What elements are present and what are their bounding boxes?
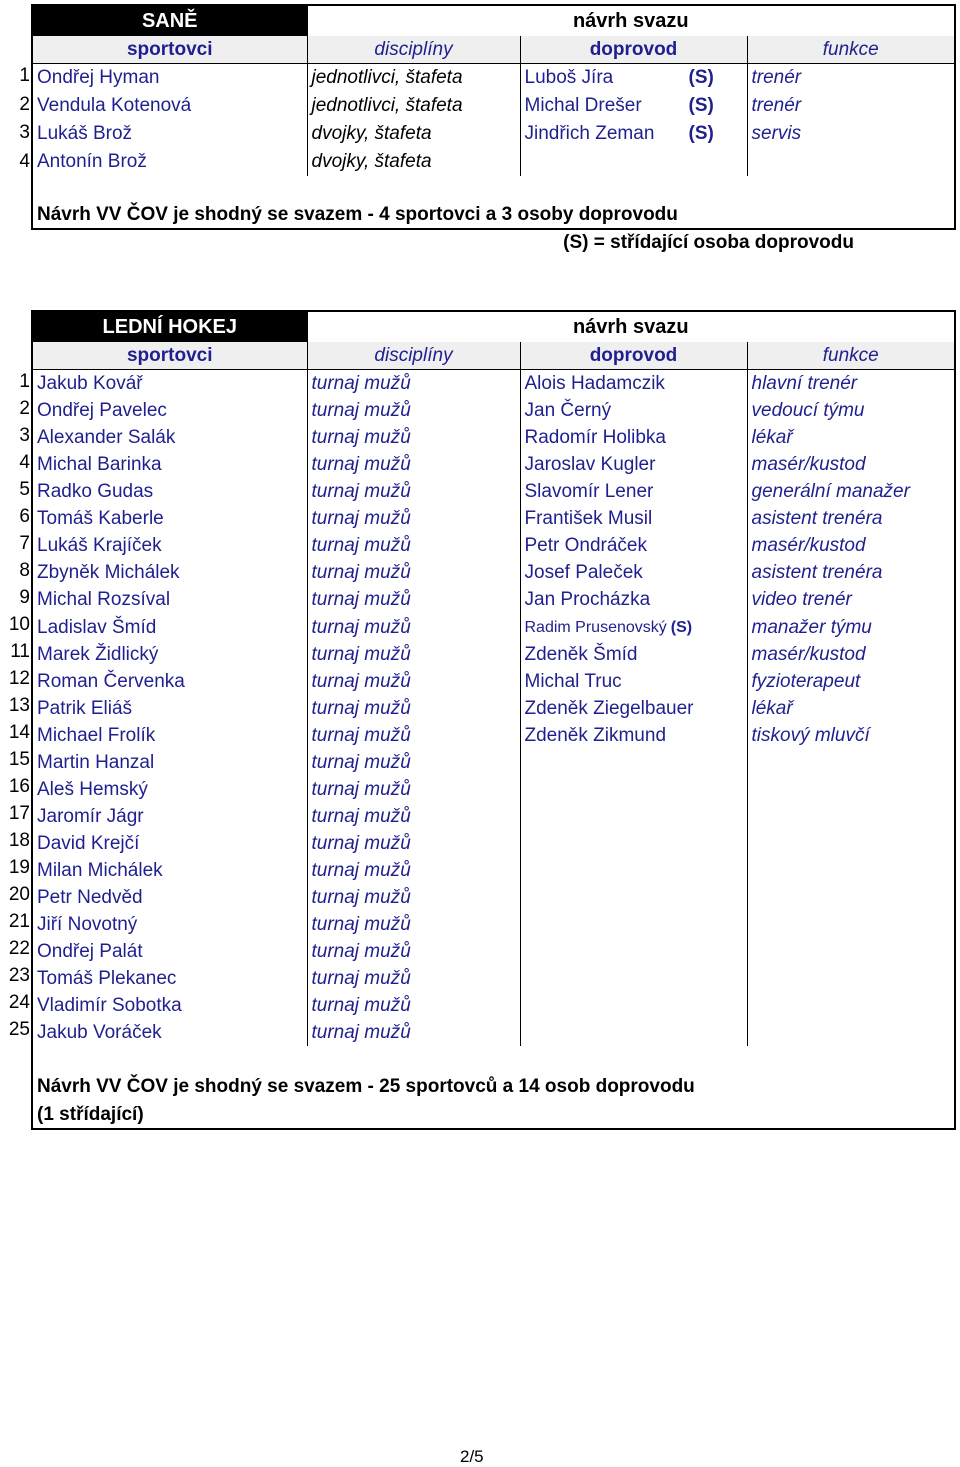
staff-name	[520, 92, 747, 120]
staff-name-text: František Musil	[524, 508, 653, 529]
staff-role-text: generální manažer	[751, 481, 910, 502]
staff-role	[747, 830, 954, 857]
substitute-marker: (S)	[688, 95, 714, 116]
row-number: 6	[19, 506, 30, 527]
discipline-text: turnaj mužů	[311, 373, 411, 394]
table-row	[33, 776, 954, 803]
athlete-name-text: Petr Nedvěd	[37, 887, 143, 908]
discipline	[307, 586, 520, 613]
staff-name-text: Michal Truc	[524, 671, 622, 692]
athlete-name-text: Martin Hanzal	[37, 752, 155, 773]
staff-role	[747, 532, 954, 559]
athlete-name	[33, 695, 307, 722]
staff-role-text: manažer týmu	[751, 616, 872, 638]
discipline-text: turnaj mužů	[311, 860, 411, 881]
row-number: 18	[8, 830, 30, 851]
staff-role	[747, 749, 954, 776]
staff-name	[520, 938, 747, 965]
staff-role	[747, 424, 954, 451]
table-row	[33, 911, 954, 938]
row-number: 4	[19, 452, 30, 473]
table-row	[33, 586, 954, 613]
staff-name	[520, 722, 747, 749]
hokej-header-doprovod: doprovod	[520, 342, 747, 370]
table-row	[33, 559, 954, 586]
athlete-name	[33, 749, 307, 776]
table-row	[33, 532, 954, 559]
athlete-name-text: Roman Červenka	[37, 671, 185, 692]
staff-name-text: Luboš Jíra	[524, 67, 614, 88]
discipline-text: dvojky, štafeta	[311, 123, 432, 144]
staff-role	[747, 722, 954, 749]
athlete-name	[33, 64, 307, 93]
discipline-text: turnaj mužů	[311, 887, 411, 908]
staff-role-text: asistent trenéra	[751, 562, 883, 583]
table-row	[33, 64, 954, 93]
staff-role-text: masér/kustod	[751, 535, 866, 556]
staff-name-text: Radomír Holibka	[524, 427, 666, 448]
athlete-name-text: Ondřej Hyman	[37, 67, 160, 88]
athlete-name-text: Jakub Kovář	[37, 373, 143, 394]
staff-role-text: tiskový mluvčí	[751, 725, 870, 746]
staff-role-text: vedoucí týmu	[751, 400, 865, 421]
discipline	[307, 641, 520, 668]
discipline	[307, 695, 520, 722]
table-row	[33, 1019, 954, 1046]
row-number: 10	[8, 614, 30, 635]
athlete-name-text: Vladimír Sobotka	[37, 995, 182, 1016]
athlete-name-text: Ondřej Pavelec	[37, 400, 167, 421]
athlete-name-text: Milan Michálek	[37, 860, 163, 881]
athlete-name	[33, 505, 307, 532]
staff-name	[520, 397, 747, 424]
athlete-name-text: Radko Gudas	[37, 481, 154, 502]
discipline-text: jednotlivci, štafeta	[311, 95, 463, 116]
athlete-name	[33, 532, 307, 559]
discipline	[307, 911, 520, 938]
discipline-text: jednotlivci, štafeta	[311, 67, 463, 88]
staff-name	[520, 64, 747, 93]
staff-role	[747, 586, 954, 613]
table-row	[33, 695, 954, 722]
row-number: 21	[8, 911, 30, 932]
athlete-name-text: David Krejčí	[37, 833, 140, 854]
staff-name	[520, 668, 747, 695]
sane-header-funkce: funkce	[747, 36, 954, 64]
table-row	[33, 857, 954, 884]
athlete-name	[33, 559, 307, 586]
staff-name-text: Jan Procházka	[524, 589, 651, 610]
staff-name	[520, 613, 747, 641]
table-row	[33, 668, 954, 695]
staff-role	[747, 857, 954, 884]
staff-name	[520, 749, 747, 776]
row-number: 2	[19, 398, 30, 419]
staff-name-text: Petr Ondráček	[524, 535, 647, 556]
row-number: 4	[19, 150, 30, 172]
staff-name	[520, 478, 747, 505]
athlete-name	[33, 148, 307, 176]
athlete-name	[33, 776, 307, 803]
athlete-name	[33, 668, 307, 695]
staff-name	[520, 884, 747, 911]
staff-role	[747, 992, 954, 1019]
athlete-name-text: Michal Rozsíval	[37, 589, 171, 610]
discipline-text: turnaj mužů	[311, 779, 411, 800]
discipline	[307, 397, 520, 424]
hokej-table	[33, 312, 954, 1046]
row-number: 15	[8, 749, 30, 770]
staff-name	[520, 451, 747, 478]
sane-header-sportovci: sportovci	[33, 36, 307, 64]
staff-role	[747, 695, 954, 722]
table-row	[33, 803, 954, 830]
table-row	[33, 749, 954, 776]
staff-role	[747, 613, 954, 641]
discipline-text: turnaj mužů	[311, 698, 411, 719]
row-number: 23	[8, 965, 30, 986]
staff-role	[747, 965, 954, 992]
athlete-name	[33, 911, 307, 938]
staff-role-text: asistent trenéra	[751, 508, 883, 529]
substitute-marker: (S)	[688, 67, 714, 88]
athlete-name-text: Lukáš Krajíček	[37, 535, 162, 556]
athlete-name-text: Aleš Hemský	[37, 779, 148, 800]
row-number: 3	[19, 122, 30, 143]
row-number: 9	[19, 587, 30, 608]
discipline-text: turnaj mužů	[311, 1022, 411, 1043]
staff-name-text: Alois Hadamczik	[524, 373, 665, 394]
athlete-name	[33, 803, 307, 830]
staff-role	[747, 148, 954, 176]
table-row	[33, 992, 954, 1019]
athlete-name-text: Jiří Novotný	[37, 914, 138, 935]
staff-role	[747, 938, 954, 965]
row-number: 8	[19, 560, 30, 581]
discipline	[307, 884, 520, 911]
staff-role	[747, 397, 954, 424]
staff-role-text: servis	[751, 123, 802, 144]
discipline	[307, 120, 520, 148]
staff-name-text: Zdeněk Ziegelbauer	[524, 698, 694, 719]
staff-role	[747, 803, 954, 830]
table-row	[33, 370, 954, 398]
staff-name	[520, 370, 747, 398]
athlete-name-text: Jakub Voráček	[37, 1022, 162, 1043]
hokej-header-discipliny: disciplíny	[307, 342, 520, 370]
athlete-name	[33, 120, 307, 148]
substitute-marker: (S)	[670, 619, 693, 636]
staff-name	[520, 586, 747, 613]
row-number: 7	[19, 533, 30, 554]
athlete-name	[33, 965, 307, 992]
athlete-name-text: Jaromír Jágr	[37, 806, 144, 827]
discipline	[307, 478, 520, 505]
discipline	[307, 803, 520, 830]
discipline	[307, 938, 520, 965]
staff-role	[747, 1019, 954, 1046]
staff-name-text: Jan Černý	[524, 400, 612, 421]
discipline-text: turnaj mužů	[311, 508, 411, 529]
sane-header-discipliny: disciplíny	[307, 36, 520, 64]
athlete-name-text: Vendula Kotenová	[37, 95, 192, 116]
row-number: 5	[19, 479, 30, 500]
discipline	[307, 148, 520, 176]
hokej-note-1: Návrh VV ČOV je shodný se svazem - 25 sportovců a 14 osob doprovodu	[37, 1076, 695, 1097]
discipline-text: turnaj mužů	[311, 752, 411, 773]
sane-note-1: Návrh VV ČOV je shodný se svazem - 4 sportovci a 3 osoby doprovodu	[37, 204, 678, 225]
row-number: 14	[8, 722, 30, 743]
table-row	[33, 397, 954, 424]
hokej-title: LEDNÍ HOKEJ	[33, 312, 307, 342]
staff-name	[520, 532, 747, 559]
discipline	[307, 505, 520, 532]
athlete-name	[33, 613, 307, 641]
athlete-name	[33, 397, 307, 424]
table-row	[33, 613, 954, 641]
discipline-text: turnaj mužů	[311, 968, 411, 989]
athlete-name-text: Zbyněk Michálek	[37, 562, 180, 583]
staff-role	[747, 92, 954, 120]
discipline-text: turnaj mužů	[311, 914, 411, 935]
discipline	[307, 668, 520, 695]
athlete-name	[33, 451, 307, 478]
row-number: 16	[8, 776, 30, 797]
row-number: 3	[19, 425, 30, 446]
athlete-name	[33, 92, 307, 120]
discipline-text: turnaj mužů	[311, 725, 411, 746]
discipline-text: turnaj mužů	[311, 616, 411, 638]
discipline	[307, 965, 520, 992]
staff-name	[520, 424, 747, 451]
athlete-name	[33, 830, 307, 857]
sane-note-2: (S) = střídající osoba doprovodu	[563, 232, 854, 253]
athlete-name-text: Ladislav Šmíd	[37, 616, 157, 638]
athlete-name-text: Tomáš Kaberle	[37, 508, 164, 529]
athlete-name	[33, 424, 307, 451]
discipline-text: turnaj mužů	[311, 454, 411, 475]
discipline	[307, 532, 520, 559]
staff-role-text: hlavní trenér	[751, 373, 858, 394]
table-row	[33, 884, 954, 911]
staff-role	[747, 120, 954, 148]
row-number: 11	[10, 641, 30, 662]
table-row	[33, 722, 954, 749]
discipline	[307, 92, 520, 120]
row-number: 13	[8, 695, 30, 716]
athlete-name-text: Marek Židlický	[37, 644, 159, 665]
athlete-name-text: Michael Frolík	[37, 725, 156, 746]
discipline	[307, 722, 520, 749]
staff-role	[747, 911, 954, 938]
discipline	[307, 451, 520, 478]
table-row	[33, 148, 954, 176]
staff-role-text: masér/kustod	[751, 644, 866, 665]
athlete-name-text: Lukáš Brož	[37, 123, 133, 144]
staff-name	[520, 559, 747, 586]
discipline	[307, 749, 520, 776]
staff-name	[520, 992, 747, 1019]
sane-table	[33, 6, 954, 176]
athlete-name-text: Ondřej Palát	[37, 941, 143, 962]
athlete-name-text: Michal Barinka	[37, 454, 162, 475]
hokej-header-funkce: funkce	[747, 342, 954, 370]
staff-name-text: Josef Paleček	[524, 562, 643, 583]
hokej-note-2: (1 střídající)	[37, 1104, 144, 1125]
staff-name-text: Zdeněk Šmíd	[524, 644, 638, 665]
row-number: 22	[8, 938, 30, 959]
staff-name	[520, 857, 747, 884]
staff-role-text: lékař	[751, 427, 793, 448]
staff-role	[747, 478, 954, 505]
discipline-text: turnaj mužů	[311, 671, 411, 692]
discipline-text: turnaj mužů	[311, 995, 411, 1016]
athlete-name	[33, 992, 307, 1019]
athlete-name	[33, 586, 307, 613]
discipline-text: turnaj mužů	[311, 644, 411, 665]
staff-name-text: Zdeněk Zikmund	[524, 725, 667, 746]
sane-title: SANĚ	[33, 6, 307, 36]
discipline	[307, 370, 520, 398]
discipline	[307, 613, 520, 641]
staff-role-text: trenér	[751, 95, 802, 116]
discipline	[307, 1019, 520, 1046]
staff-role	[747, 505, 954, 532]
row-number: 2	[19, 93, 30, 115]
staff-role-text: lékař	[751, 698, 793, 719]
athlete-name-text: Alexander Salák	[37, 427, 176, 448]
discipline	[307, 64, 520, 93]
staff-name	[520, 695, 747, 722]
discipline-text: turnaj mužů	[311, 535, 411, 556]
staff-role	[747, 641, 954, 668]
staff-role	[747, 884, 954, 911]
page-number: 2/5	[460, 1447, 484, 1466]
discipline	[307, 830, 520, 857]
discipline	[307, 424, 520, 451]
staff-name-text: Jindřich Zeman	[524, 123, 655, 144]
athlete-name	[33, 370, 307, 398]
athlete-name	[33, 641, 307, 668]
table-row	[33, 92, 954, 120]
athlete-name-text: Tomáš Plekanec	[37, 968, 177, 989]
staff-name	[520, 641, 747, 668]
staff-role	[747, 668, 954, 695]
staff-role-text: fyzioterapeut	[751, 671, 861, 692]
row-number: 12	[8, 668, 30, 689]
staff-name	[520, 1019, 747, 1046]
discipline-text: turnaj mužů	[311, 589, 411, 610]
row-number: 24	[8, 992, 30, 1013]
discipline-text: dvojky, štafeta	[311, 151, 432, 172]
discipline	[307, 559, 520, 586]
hokej-section	[31, 310, 956, 1130]
table-row	[33, 505, 954, 532]
sane-section	[31, 4, 956, 230]
row-number: 17	[8, 803, 30, 824]
staff-role	[747, 776, 954, 803]
staff-name-text: Slavomír Lener	[524, 481, 654, 502]
staff-name	[520, 776, 747, 803]
staff-name	[520, 911, 747, 938]
staff-name	[520, 505, 747, 532]
athlete-name	[33, 1019, 307, 1046]
hokej-header-sportovci: sportovci	[33, 342, 307, 370]
staff-name-text: Jaroslav Kugler	[524, 454, 656, 475]
row-number: 1	[19, 65, 30, 86]
staff-role-text: masér/kustod	[751, 454, 866, 475]
discipline	[307, 992, 520, 1019]
athlete-name	[33, 857, 307, 884]
athlete-name	[33, 478, 307, 505]
table-row	[33, 830, 954, 857]
table-row	[33, 641, 954, 668]
athlete-name	[33, 938, 307, 965]
staff-name	[520, 120, 747, 148]
staff-name	[520, 803, 747, 830]
staff-role-text: trenér	[751, 67, 802, 88]
discipline-text: turnaj mužů	[311, 806, 411, 827]
row-number: 19	[8, 857, 30, 878]
staff-role	[747, 370, 954, 398]
discipline-text: turnaj mužů	[311, 427, 411, 448]
row-number: 1	[19, 371, 30, 392]
athlete-name-text: Patrik Eliáš	[37, 698, 133, 719]
discipline	[307, 776, 520, 803]
staff-name-text: Radim Prusenovský	[524, 619, 667, 636]
sane-navrh-label: návrh svazu	[572, 10, 689, 32]
discipline-text: turnaj mužů	[311, 562, 411, 583]
athlete-name	[33, 722, 307, 749]
table-row	[33, 478, 954, 505]
staff-role	[747, 451, 954, 478]
athlete-name-text: Antonín Brož	[37, 151, 147, 172]
discipline	[307, 857, 520, 884]
substitute-marker: (S)	[688, 123, 714, 144]
staff-name-text: Michal Drešer	[524, 95, 642, 116]
table-row	[33, 451, 954, 478]
row-number: 20	[8, 884, 30, 905]
table-row	[33, 938, 954, 965]
table-row	[33, 424, 954, 451]
discipline-text: turnaj mužů	[311, 941, 411, 962]
table-row	[33, 965, 954, 992]
discipline-text: turnaj mužů	[311, 481, 411, 502]
staff-name	[520, 148, 747, 176]
discipline-text: turnaj mužů	[311, 833, 411, 854]
staff-role	[747, 559, 954, 586]
staff-role	[747, 64, 954, 93]
row-number: 25	[8, 1019, 30, 1040]
staff-name	[520, 830, 747, 857]
sane-header-doprovod: doprovod	[520, 36, 747, 64]
staff-role-text: video trenér	[751, 589, 852, 610]
hokej-navrh-label: návrh svazu	[572, 316, 689, 338]
table-row	[33, 120, 954, 148]
staff-name	[520, 965, 747, 992]
discipline-text: turnaj mužů	[311, 400, 411, 421]
athlete-name	[33, 884, 307, 911]
